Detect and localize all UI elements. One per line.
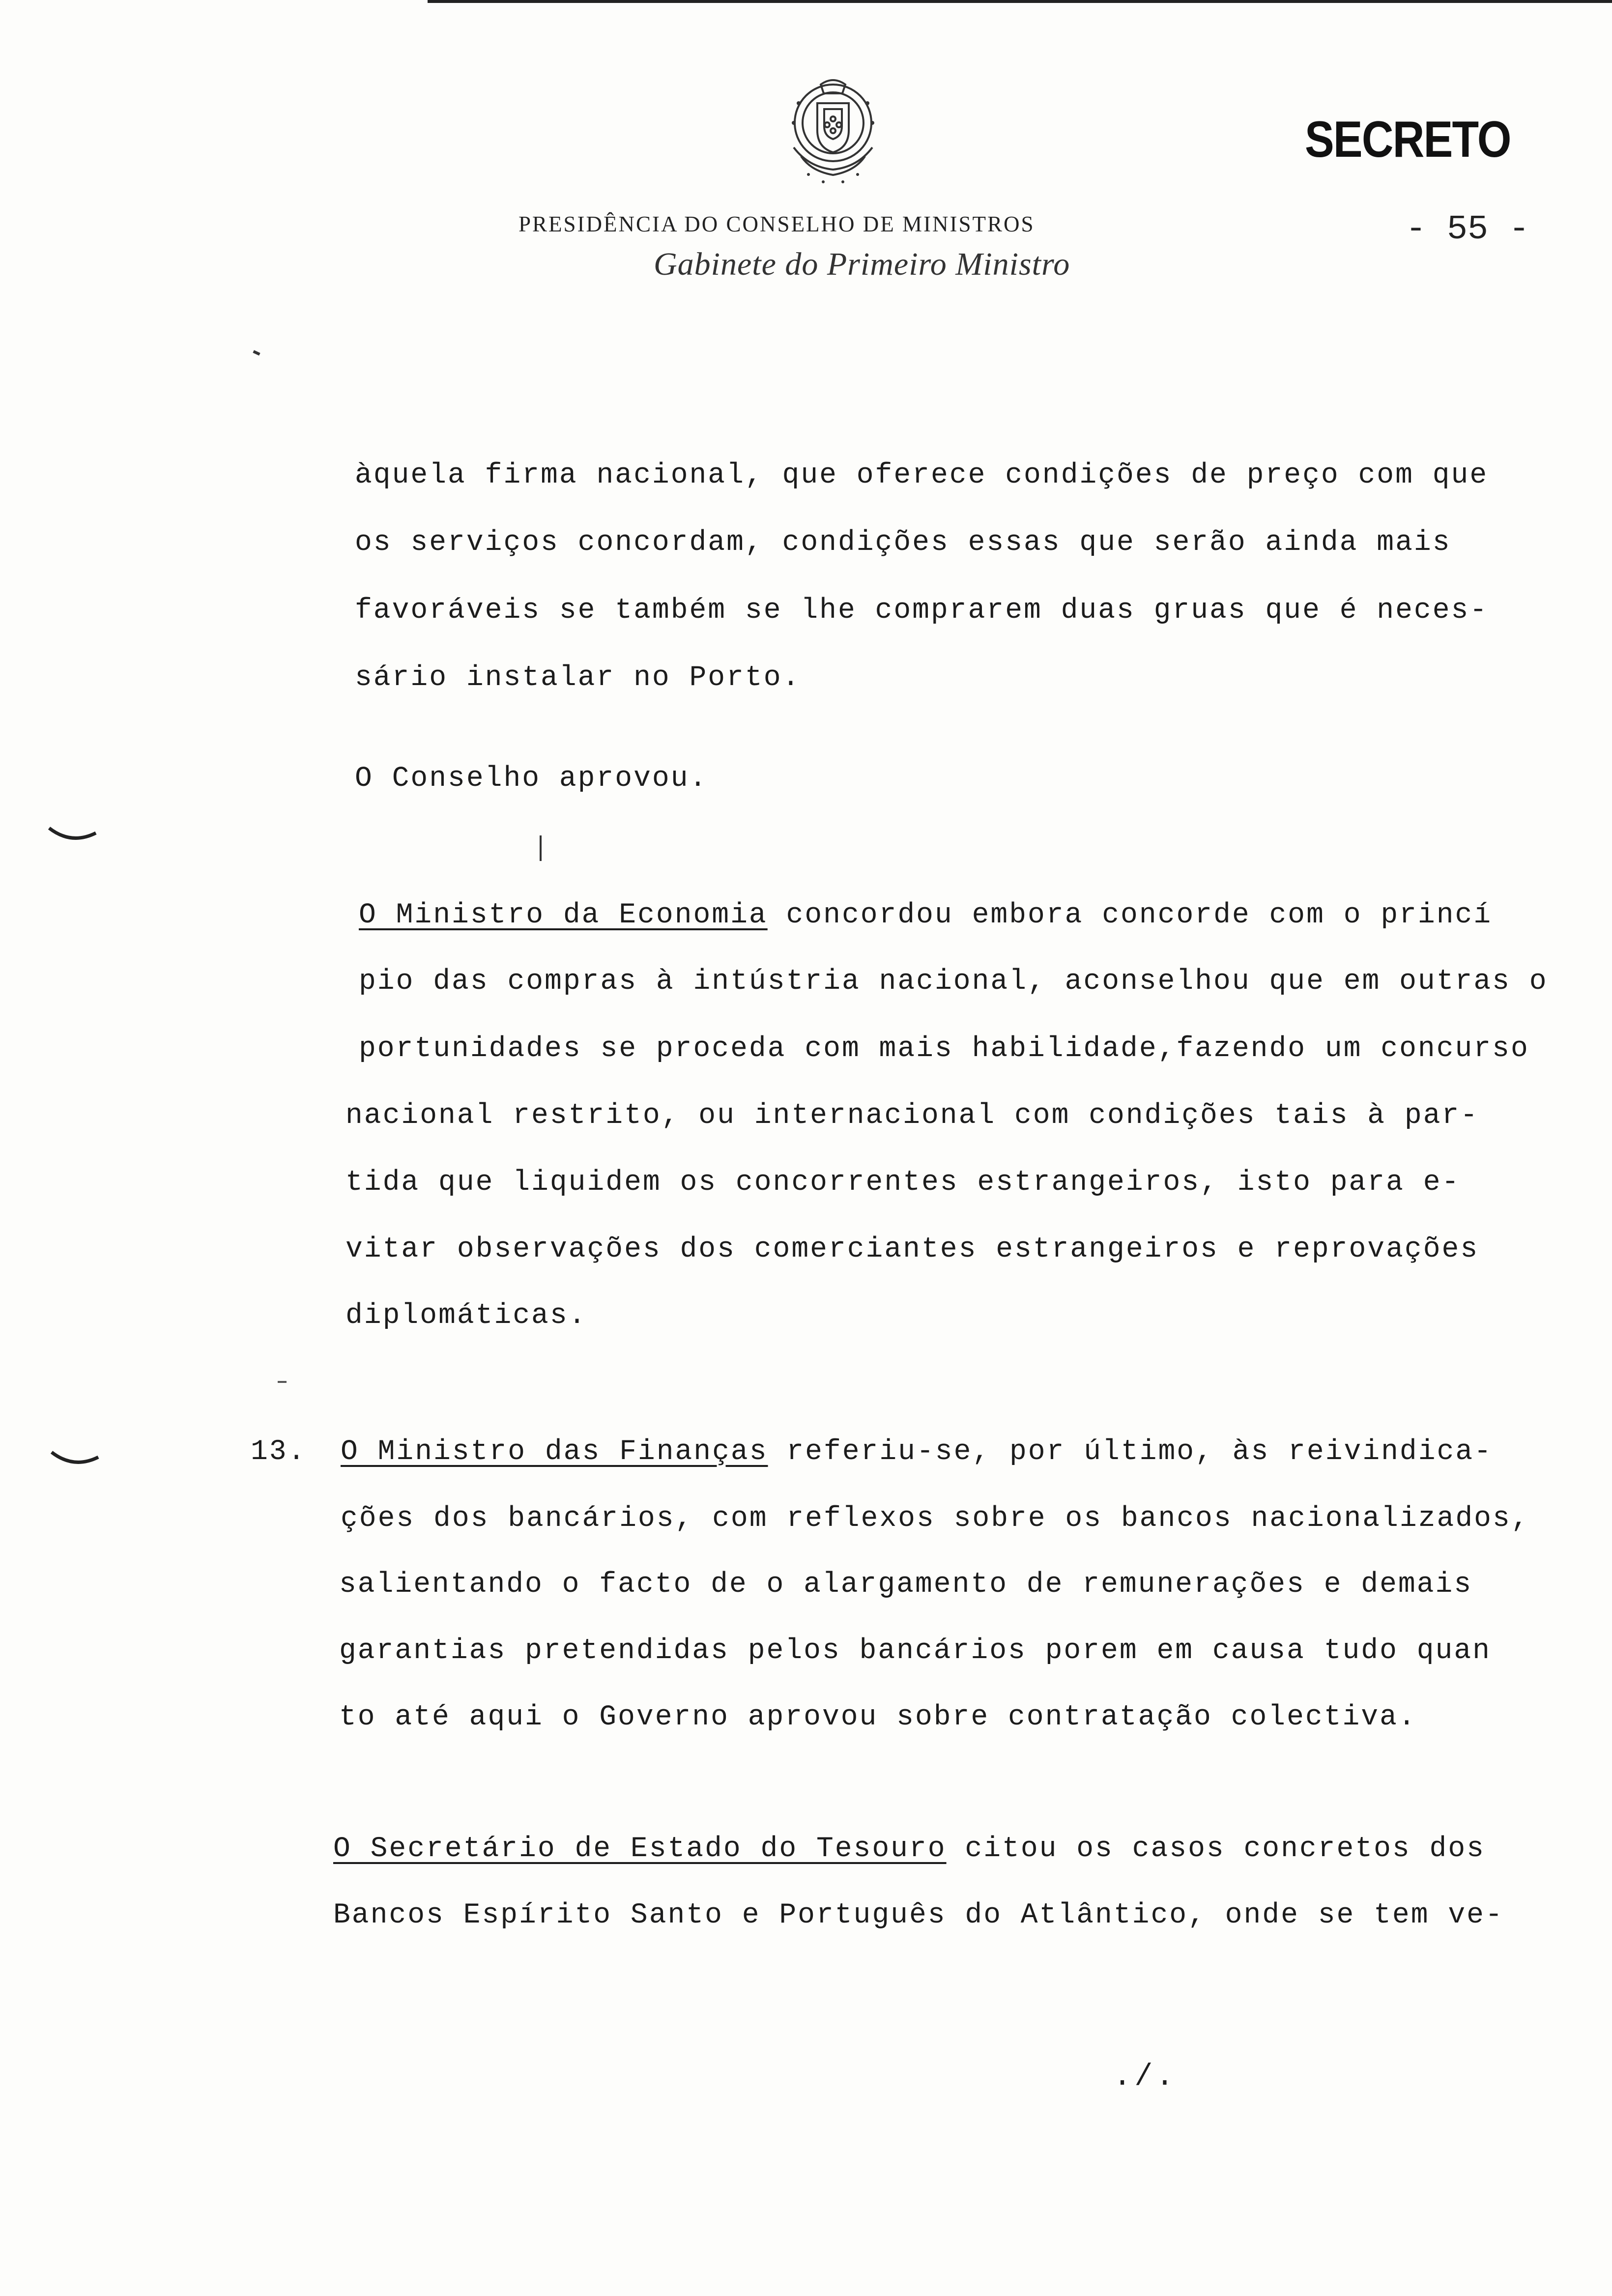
text-line: diplomáticas. (345, 1300, 587, 1332)
office-heading: PRESIDÊNCIA DO CONSELHO DE MINISTROS (518, 212, 1035, 236)
speaker-secretary-treasury: O Secretário de Estado do Tesouro (333, 1833, 947, 1865)
text-line: vitar observações dos comerciantes estrangeiros e reprovações (345, 1234, 1479, 1265)
speaker-minister-economy: O Ministro da Economia (359, 899, 768, 931)
text-line: salientando o facto de o alargamento de remunerações e demais (339, 1569, 1473, 1601)
text-line: tida que liquidem os concorrentes estrangeiros, isto para e- (345, 1167, 1461, 1199)
cabinet-subheading: Gabinete do Primeiro Ministro (654, 246, 1070, 282)
text-line: O Ministro das Finanças referiu-se, por último, às reivindica- (341, 1436, 1493, 1468)
text-line: sário instalar no Porto. (355, 662, 801, 694)
top-rule (428, 0, 1612, 3)
scan-speck (278, 1381, 287, 1383)
text-line: àquela firma nacional, que oferece condições de preço com que (355, 459, 1489, 491)
text-line: O Secretário de Estado do Tesouro citou os casos concretos dos (333, 1833, 1485, 1865)
paragraph-2: O Conselho aprovou. (355, 763, 708, 795)
text-line: O Ministro da Economia concordou embora concorde com o princí (359, 899, 1493, 931)
page-number: - 55 - (1406, 210, 1530, 249)
text-line: to até aqui o Governo aprovou sobre contratação colectiva. (339, 1701, 1417, 1733)
text-line: ções dos bancários, com reflexos sobre os bancos nacionalizados, (341, 1503, 1530, 1535)
text-line: favoráveis se também se lhe comprarem duas gruas que é neces- (355, 595, 1489, 627)
item-number: 13. (251, 1436, 307, 1468)
punch-hole-mark-icon (49, 1450, 103, 1469)
scan-speck (540, 835, 542, 861)
text-line: garantias pretendidas pelos bancários porem em causa tudo quan (339, 1635, 1491, 1667)
text-line: os serviços concordam, condições essas que serão ainda mais (355, 527, 1451, 559)
scan-speck (253, 350, 260, 355)
text-line: nacional restrito, ou internacional com condições tais à par- (345, 1100, 1479, 1132)
text-line: Bancos Espírito Santo e Português do Atlântico, onde se tem ve- (333, 1899, 1504, 1931)
speaker-minister-finance: O Ministro das Finanças (341, 1436, 768, 1468)
punch-hole-mark-icon (47, 826, 101, 845)
classification-stamp: SECRETO (1305, 111, 1511, 168)
coat-of-arms-icon (779, 74, 887, 189)
continuation-mark: ./. (1113, 2059, 1177, 2094)
text-line: portunidades se proceda com mais habilidade,fazendo um concurso (359, 1033, 1529, 1065)
text-line: pio das compras à intústria nacional, aconselhou que em outras o (359, 966, 1548, 998)
